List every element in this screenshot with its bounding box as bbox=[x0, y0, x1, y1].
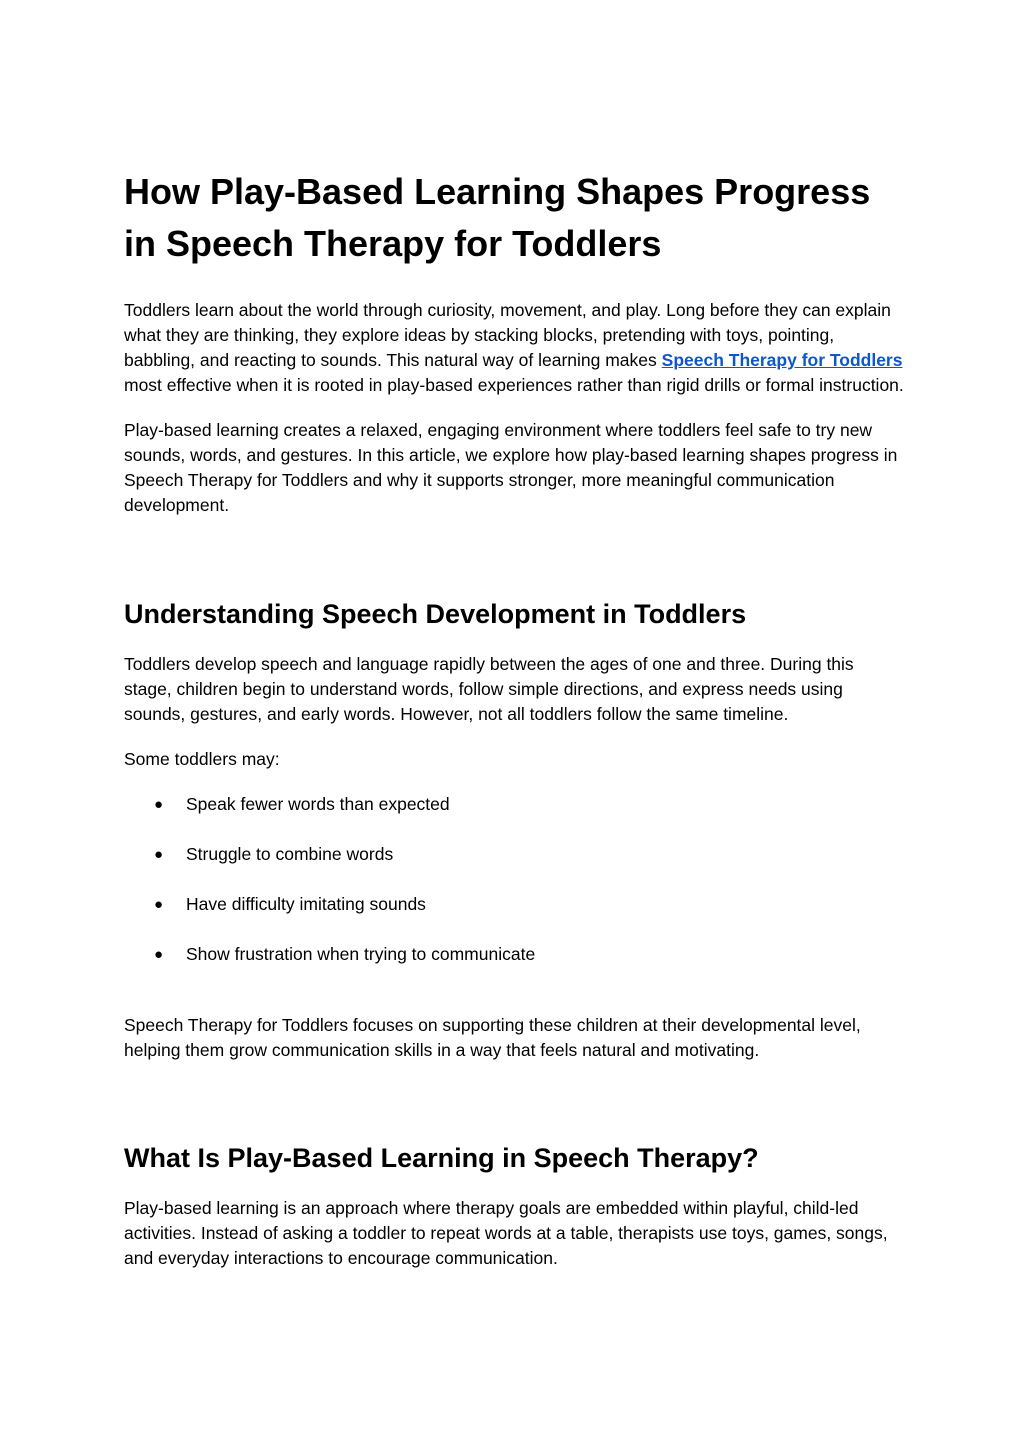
body-paragraph: Play-based learning creates a relaxed, engaging environment where toddlers feel safe to try new sounds, words, and gestures. In this article, we explore how play-based learning shapes progress in Speech Therapy for Toddlers and why it supports stronger, more meaningful communication development. bbox=[124, 420, 898, 515]
list-item bbox=[124, 892, 904, 917]
list-item-text: Struggle to combine words bbox=[186, 844, 394, 864]
page-title: How Play-Based Learning Shapes Progress in Speech Therapy for Toddlers bbox=[124, 171, 871, 264]
list-item-text: Show frustration when trying to communicate bbox=[186, 944, 536, 964]
list-item-text: Speak fewer words than expected bbox=[186, 794, 450, 814]
intro-text-after-link: most effective when it is rooted in play-based experiences rather than rigid drills or formal instruction. bbox=[124, 375, 904, 395]
bullet-icon: ● bbox=[154, 796, 164, 813]
list-item bbox=[124, 842, 904, 867]
speech-therapy-link[interactable]: Speech Therapy for Toddlers bbox=[661, 350, 903, 370]
list-item bbox=[124, 942, 904, 967]
bullet-list bbox=[124, 792, 904, 967]
intro-paragraph bbox=[124, 298, 904, 398]
bullet-icon: ● bbox=[154, 946, 164, 963]
body-paragraph: Play-based learning is an approach where therapy goals are embedded within playful, child-led activities. Instead of asking a toddler to repeat words at a table, therapists use toys, games, songs, and everyday interactions to encourage communication. bbox=[124, 1198, 888, 1268]
body-paragraph: Speech Therapy for Toddlers focuses on supporting these children at their developmental level, helping them grow communication skills in a way that feels natural and motivating. bbox=[124, 1015, 861, 1060]
list-item-text: Have difficulty imitating sounds bbox=[186, 894, 426, 914]
section-heading-speech-development: Understanding Speech Development in Toddlers bbox=[124, 599, 747, 629]
bullet-icon: ● bbox=[154, 896, 164, 913]
list-item bbox=[124, 792, 904, 817]
list-intro: Some toddlers may: bbox=[124, 749, 280, 769]
body-paragraph: Toddlers develop speech and language rapidly between the ages of one and three. During this stage, children begin to understand words, follow simple directions, and express needs using sounds, gestures, and early words. However, not all toddlers follow the same timeline. bbox=[124, 654, 854, 724]
bullet-icon: ● bbox=[154, 846, 164, 863]
document-page bbox=[124, 166, 904, 1271]
section-heading-play-based-learning: What Is Play-Based Learning in Speech Therapy? bbox=[124, 1143, 759, 1173]
intro-text-before-link: Toddlers learn about the world through curiosity, movement, and play. Long before they can explain what they are thinking, they explore ideas by stacking blocks, pretending with toys, pointing, babbling, and reacting to sounds. This natural way of learning makes bbox=[124, 300, 891, 370]
